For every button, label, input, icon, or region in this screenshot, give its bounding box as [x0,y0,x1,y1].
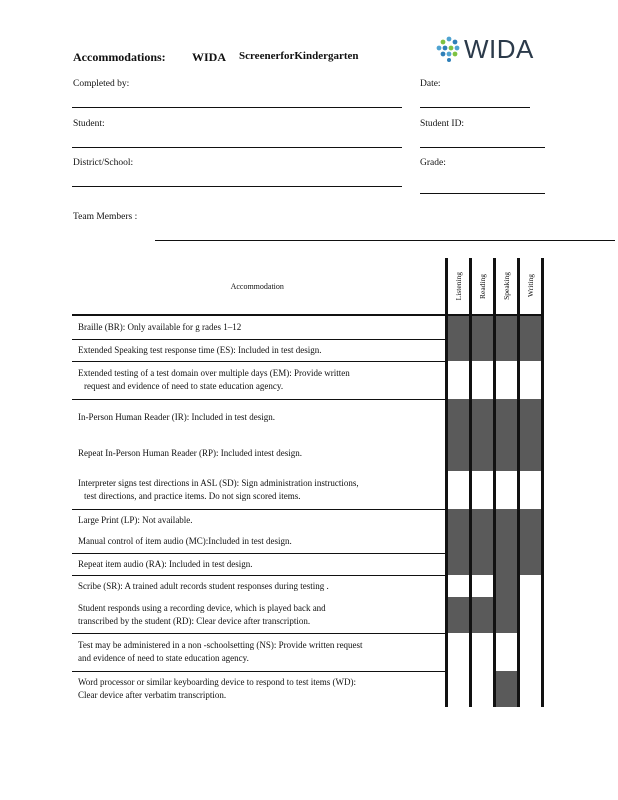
cell-writing [518,339,542,361]
row-text: Extended testing of a test domain over multiple days (EM): Provide written request and evidence of need to state education agency. [72,361,446,399]
cell-reading [470,553,494,575]
cell-reading[interactable] [470,633,494,671]
cell-writing[interactable] [518,575,542,597]
row-text: Braille (BR): Only available for g rades 1–12 [72,315,446,339]
table-row-sd [72,471,542,509]
cell-reading[interactable] [470,361,494,399]
accommodation-header: Accommodation [72,258,446,315]
wida-logo [436,36,540,66]
cell-reading [470,509,494,553]
row-text: Scribe (SR): A trained adult records student responses during testing . [78,580,329,591]
table-row-ns [72,633,542,671]
cell-writing [518,399,542,471]
district-field[interactable] [72,186,402,187]
team-members-label: Team Members : [73,212,138,222]
domain-header-writing: Writing [518,258,542,315]
cell-speaking[interactable] [494,361,518,399]
cell-speaking [494,671,518,707]
title-screener: ScreenerforKindergarten [239,50,359,62]
cell-speaking [494,509,518,553]
cell-reading[interactable] [470,671,494,707]
row-text: Extended Speaking test response time (ES): Included in test design. [72,339,446,361]
wida-logo-text: WIDA [464,34,534,64]
cell-writing[interactable] [518,597,542,633]
date-field[interactable] [420,107,530,108]
row-text: Repeat In-Person Human Reader (RP): Included intest design. [78,447,302,458]
cell-listening [446,315,470,339]
cell-listening [446,509,470,553]
cell-listening [446,399,470,471]
cell-reading[interactable] [470,471,494,509]
table-row-ir [72,399,542,435]
cell-speaking [494,553,518,575]
row-text: Test may be administered in a non -schoolsetting (NS): Provide written request and evidence of need to state education agency. [72,633,446,671]
cell-listening[interactable] [446,633,470,671]
cell-writing[interactable] [518,361,542,399]
student-field[interactable] [72,147,402,148]
cell-writing [518,553,542,575]
district-label: District/School: [73,158,134,168]
table-row-sr [72,575,542,597]
team-members-field[interactable] [155,240,615,241]
student-label: Student: [73,119,105,129]
cell-listening [446,553,470,575]
cell-reading[interactable] [470,575,494,597]
cell-listening [446,339,470,361]
completed-by-label: Completed by: [73,79,130,89]
row-text: Manual control of item audio (MC):Included in test design. [72,531,446,553]
cell-speaking [494,315,518,339]
cell-listening[interactable] [446,671,470,707]
row-text: Word processor or similar keyboarding device to respond to test items (WD): Clear device after verbatim transcription. [78,677,356,701]
cell-reading [470,315,494,339]
cell-speaking [494,575,518,633]
cell-writing[interactable] [518,633,542,671]
row-text: Student responds using a recording device, which is played back and transcribed by the student (RD): Clear device after transcription. [72,597,446,633]
completed-by-field[interactable] [72,107,402,108]
cell-listening[interactable] [446,575,470,597]
table-row-br [72,315,542,339]
row-text: Interpreter signs test directions in ASL (SD): Sign administration instructions, test directions, and practice items. Do not sign scored items. [72,471,446,509]
cell-writing [518,509,542,553]
domain-header-speaking: Speaking [494,258,518,315]
table-row-ra [72,553,542,575]
cell-writing[interactable] [518,671,542,707]
table-row-em [72,361,542,399]
accommodations-table [72,258,544,707]
cell-listening[interactable] [446,361,470,399]
student-id-label: Student ID: [420,119,465,129]
cell-speaking[interactable] [494,471,518,509]
cell-reading [470,597,494,633]
cell-listening[interactable] [446,471,470,509]
student-id-field[interactable] [420,147,545,148]
grade-field[interactable] [420,193,545,194]
cell-listening [446,597,470,633]
domain-header-reading: Reading [470,258,494,315]
row-text: Large Print (LP): Not available. [78,514,193,525]
table-row-wd [72,671,542,707]
title-wida: WIDA [192,50,227,64]
domain-header-listening: Listening [446,258,470,315]
row-text: In-Person Human Reader (IR): Included in test design. [78,411,275,422]
cell-writing[interactable] [518,471,542,509]
table-row-es [72,339,542,361]
cell-reading [470,339,494,361]
cell-reading [470,399,494,471]
cell-speaking [494,399,518,471]
cell-speaking[interactable] [494,633,518,671]
row-text: Repeat item audio (RA): Included in test design. [72,553,446,575]
grade-label: Grade: [420,158,446,168]
date-label: Date: [420,79,441,89]
cell-speaking [494,339,518,361]
table-row-rd [72,597,542,633]
wida-logo-dots-icon [436,36,462,62]
cell-writing [518,315,542,339]
table-row-lp [72,509,542,531]
title-accommodations: Accommodations: [73,50,166,64]
